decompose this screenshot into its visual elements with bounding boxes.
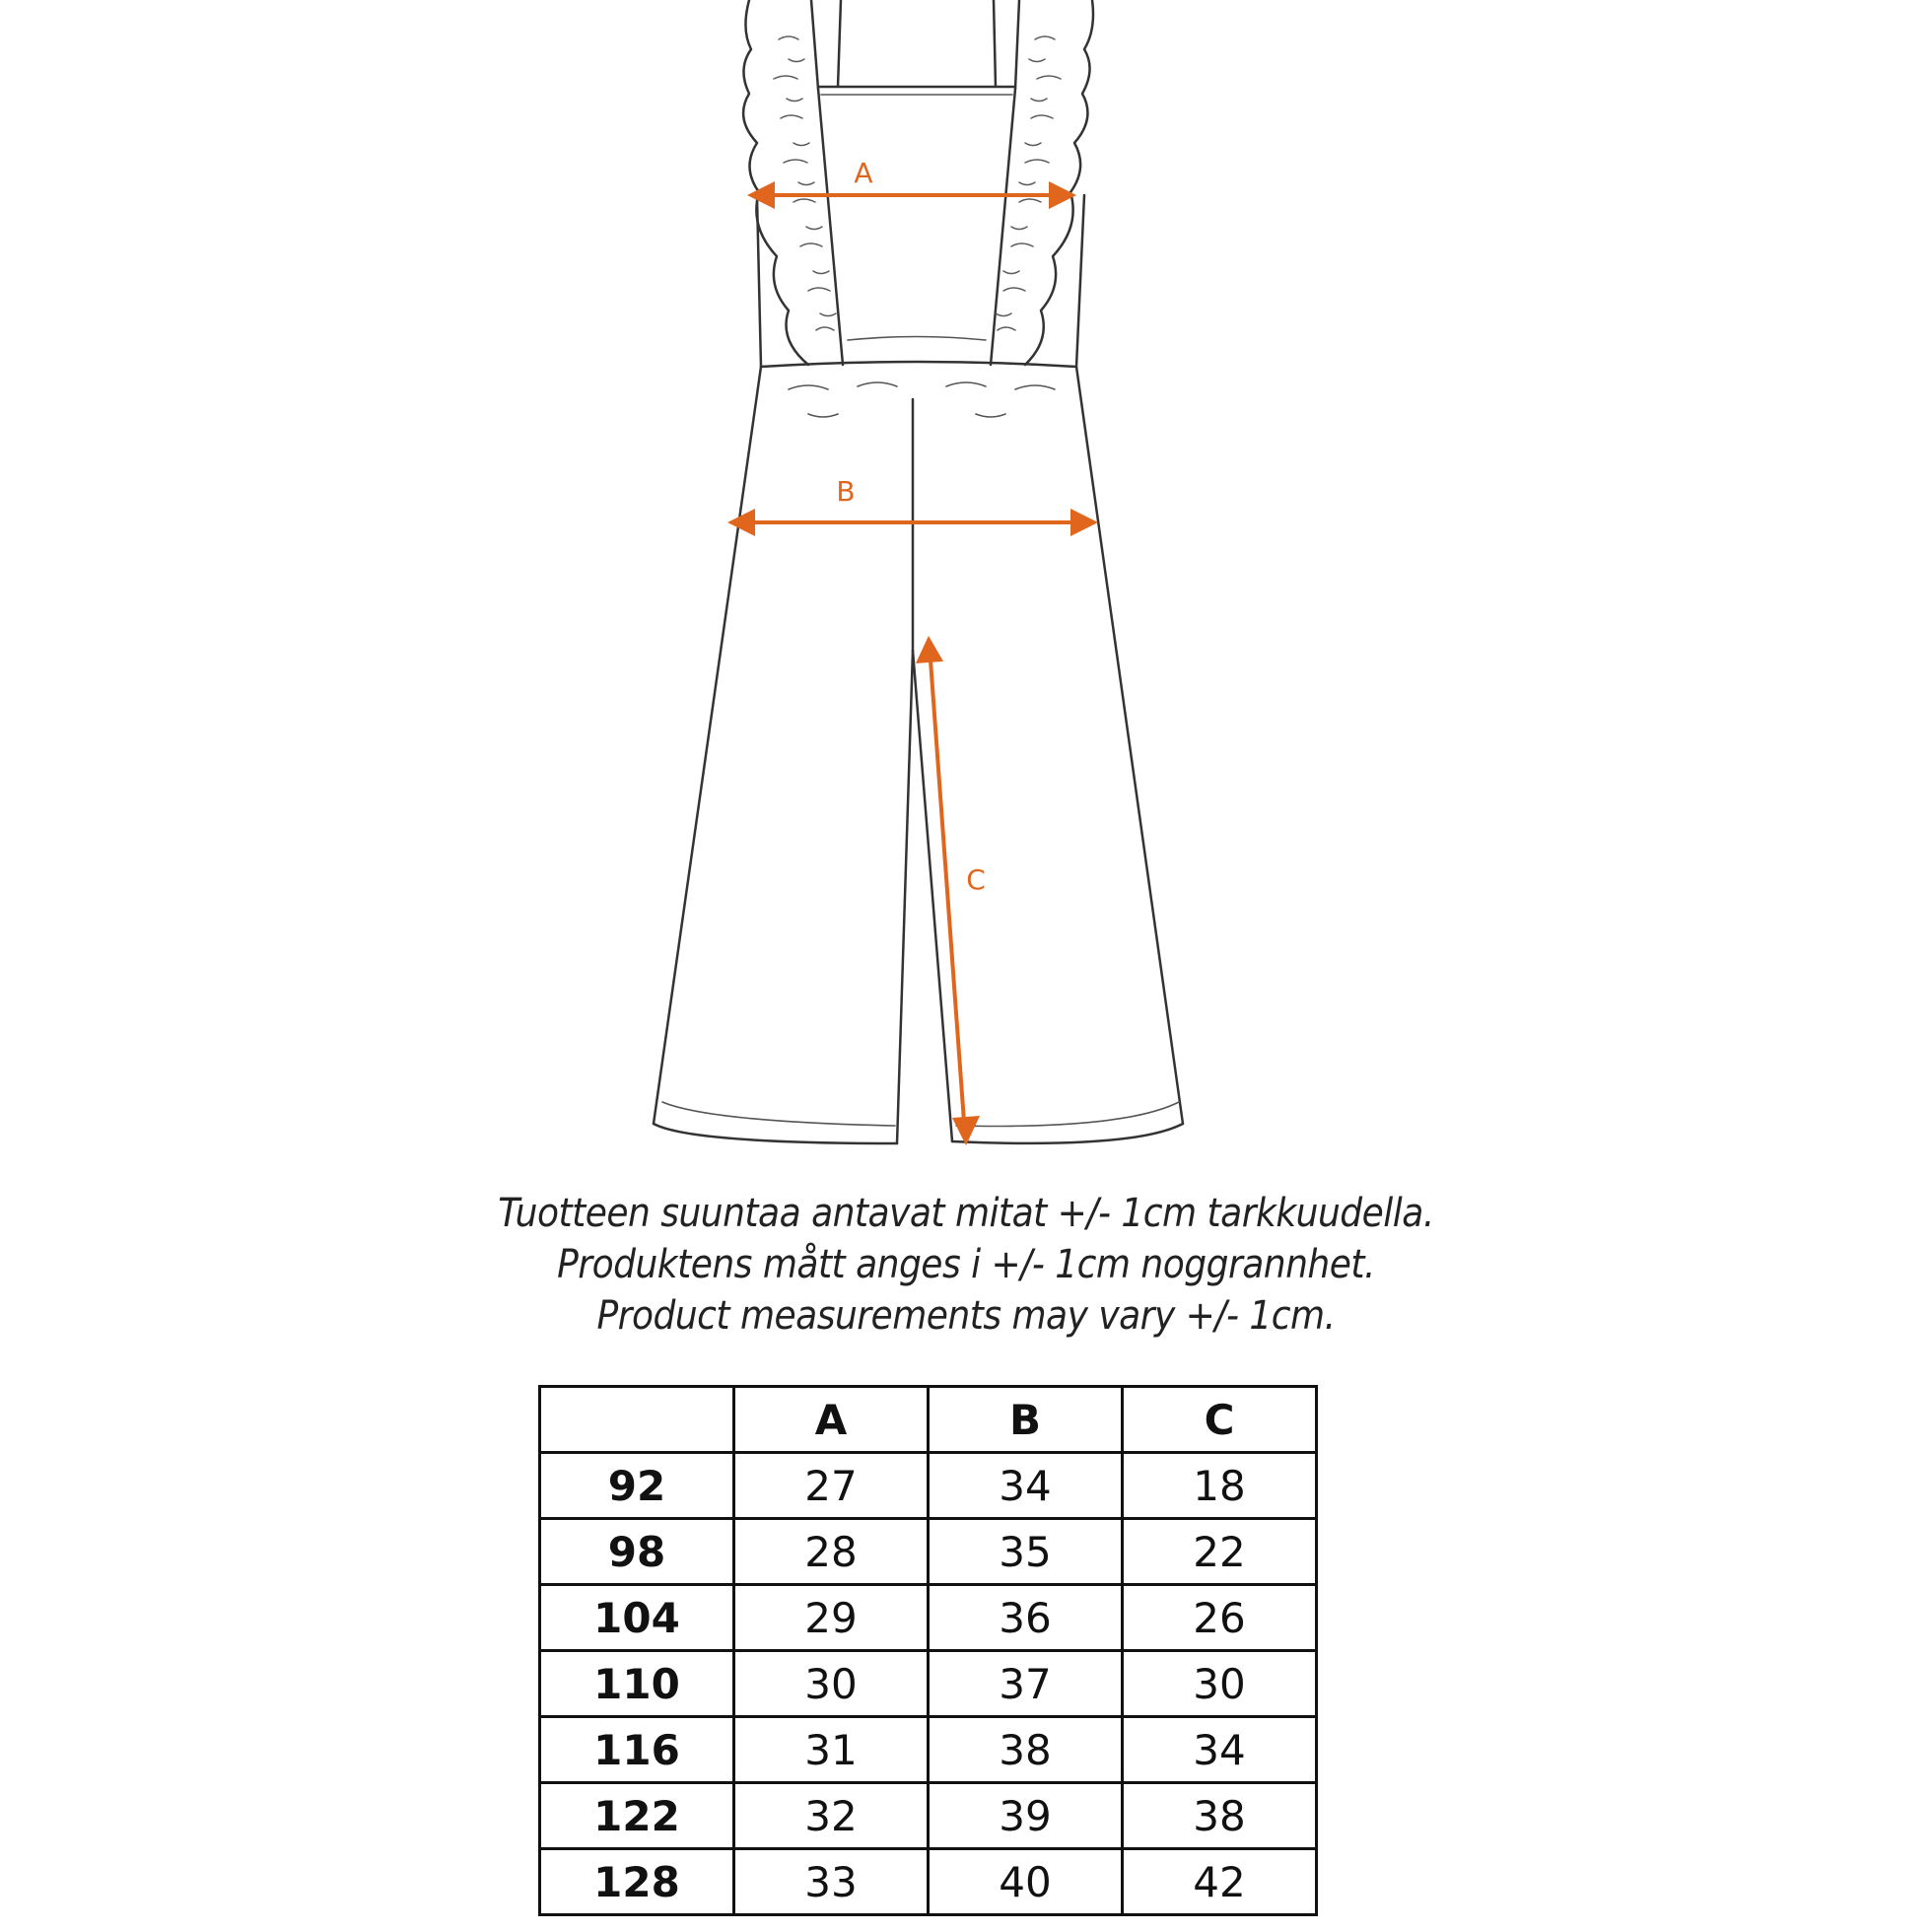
header-b: B <box>929 1387 1123 1453</box>
value-a: 27 <box>734 1453 929 1519</box>
header-size <box>540 1387 734 1453</box>
table-row <box>540 1849 1317 1915</box>
table-row <box>540 1453 1317 1519</box>
size-cell: 122 <box>540 1783 734 1849</box>
value-a: 33 <box>734 1849 929 1915</box>
note-english: Product measurements may vary +/- 1cm. <box>596 1293 1336 1339</box>
size-cell: 104 <box>540 1585 734 1651</box>
value-b: 37 <box>929 1651 1123 1717</box>
value-c: 34 <box>1123 1717 1317 1783</box>
measurement-b-label: B <box>836 475 856 508</box>
note-swedish: Produktens mått anges i +/- 1cm noggrannhet. <box>557 1242 1375 1287</box>
value-b: 39 <box>929 1783 1123 1849</box>
garment-ruffles <box>743 0 1093 365</box>
size-cell: 116 <box>540 1717 734 1783</box>
garment-bodice <box>757 0 1084 367</box>
measurement-a-label: A <box>854 157 873 189</box>
value-c: 18 <box>1123 1453 1317 1519</box>
table-row <box>540 1783 1317 1849</box>
value-b: 40 <box>929 1849 1123 1915</box>
value-c: 42 <box>1123 1849 1317 1915</box>
value-c: 26 <box>1123 1585 1317 1651</box>
table-row <box>540 1717 1317 1783</box>
table-row <box>540 1519 1317 1585</box>
value-b: 34 <box>929 1453 1123 1519</box>
value-a: 32 <box>734 1783 929 1849</box>
value-c: 22 <box>1123 1519 1317 1585</box>
header-c: C <box>1123 1387 1317 1453</box>
value-c: 30 <box>1123 1651 1317 1717</box>
header-a: A <box>734 1387 929 1453</box>
size-chart-table <box>538 1385 1318 1916</box>
value-b: 36 <box>929 1585 1123 1651</box>
size-cell: 110 <box>540 1651 734 1717</box>
measurement-c-label: C <box>966 863 986 896</box>
measurement-notes <box>0 1188 1932 1342</box>
garment-trousers <box>654 367 1183 1143</box>
table-header-row <box>540 1387 1317 1453</box>
table-row <box>540 1651 1317 1717</box>
value-a: 28 <box>734 1519 929 1585</box>
size-cell: 98 <box>540 1519 734 1585</box>
value-b: 38 <box>929 1717 1123 1783</box>
table-row <box>540 1585 1317 1651</box>
value-a: 30 <box>734 1651 929 1717</box>
note-finnish: Tuotteen suuntaa antavat mitat +/- 1cm tarkkuudella. <box>498 1191 1434 1236</box>
value-b: 35 <box>929 1519 1123 1585</box>
value-a: 31 <box>734 1717 929 1783</box>
value-c: 38 <box>1123 1783 1317 1849</box>
size-cell: 92 <box>540 1453 734 1519</box>
value-a: 29 <box>734 1585 929 1651</box>
size-cell: 128 <box>540 1849 734 1915</box>
